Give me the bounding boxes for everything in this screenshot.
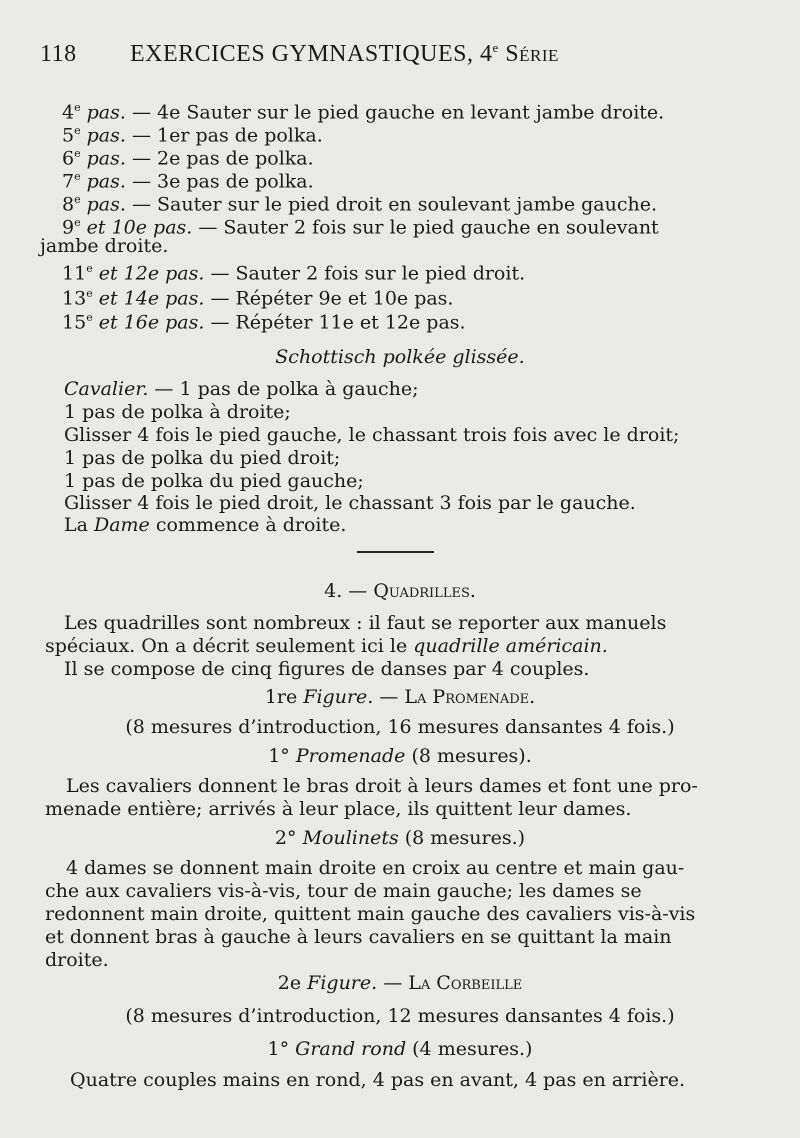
schottisch-line: Glisser 4 fois le pied gauche, le chassant trois fois avec le droit;: [64, 424, 680, 446]
figure-1-measures: (8 mesures d’introduction, 16 mesures dansantes 4 fois.): [125, 716, 675, 738]
series-number: 4: [480, 41, 493, 67]
step-line: 8e pas. — Sauter sur le pied droit en soulevant jambe gauche.: [62, 193, 658, 216]
section-divider: [357, 551, 434, 553]
step-line: 5e pas. — 1er pas de polka.: [62, 124, 323, 147]
series-word: Série: [498, 41, 559, 67]
moulinets-text: droite.: [45, 949, 109, 971]
schottisch-line: 1 pas de polka du pied droit;: [64, 447, 341, 469]
moulinets-text: 4 dames se donnent main droite en croix au centre et main gau-: [66, 857, 685, 879]
promenade-text: Les cavaliers donnent le bras droit à leurs dames et font une pro-: [66, 775, 698, 797]
page-header: [40, 40, 760, 68]
series-sup: e: [492, 40, 499, 55]
quadrilles-intro: Les quadrilles sont nombreux : il faut se reporter aux manuels: [64, 612, 667, 634]
quadrilles-intro: spéciaux. On a décrit seulement ici le quadrille américain.: [45, 635, 608, 657]
moulinets-text: et donnent bras à gauche à leurs cavaliers en se quittant la main: [45, 926, 672, 948]
moulinets-title: 2° Moulinets (8 mesures.): [274, 827, 526, 849]
figure-1-title: 1re Figure. — La Promenade.: [264, 686, 536, 708]
step-line: 4e pas. — 4e Sauter sur le pied gauche en levant jambe droite.: [62, 101, 665, 124]
step-line: 7e pas. — 3e pas de polka.: [62, 170, 314, 193]
schottisch-line: 1 pas de polka à droite;: [64, 401, 291, 423]
step-line: 15e et 16e pas. — Répéter 11e et 12e pas.: [62, 311, 466, 334]
page-number: 118: [40, 41, 77, 67]
grand-rond-title: 1° Grand rond (4 mesures.): [267, 1038, 533, 1060]
section-title-schottisch: Schottisch polkée glissée.: [275, 346, 525, 368]
promenade-text: menade entière; arrivés à leur place, ils quittent leur dames.: [45, 798, 632, 820]
moulinets-text: che aux cavaliers vis-à-vis, tour de main gauche; les dames se: [45, 880, 642, 902]
schottisch-line: Cavalier. — 1 pas de polka à gauche;: [64, 378, 419, 400]
step-line: 11e et 12e pas. — Sauter 2 fois sur le pied droit.: [62, 262, 526, 285]
schottisch-line: La Dame commence à droite.: [64, 514, 347, 536]
figure-2-measures: (8 mesures d’introduction, 12 mesures dansantes 4 fois.): [125, 1005, 675, 1027]
schottisch-line: Glisser 4 fois le pied droit, le chassant 3 fois par le gauche.: [64, 492, 636, 514]
quadrilles-intro: Il se compose de cinq figures de danses par 4 couples.: [64, 658, 590, 680]
step-line: jambe droite.: [40, 235, 169, 257]
schottisch-line: 1 pas de polka du pied gauche;: [64, 470, 364, 492]
running-title: EXERCICES GYMNASTIQUES,: [130, 41, 481, 67]
moulinets-text: redonnent main droite, quittent main gauche des cavaliers vis-à-vis: [45, 903, 696, 925]
step-line: 13e et 14e pas. — Répéter 9e et 10e pas.: [62, 287, 454, 310]
grand-rond-text: Quatre couples mains en rond, 4 pas en avant, 4 pas en arrière.: [70, 1069, 686, 1091]
step-line: 6e pas. — 2e pas de polka.: [62, 147, 314, 170]
figure-2-title: 2e Figure. — La Corbeille: [277, 972, 523, 994]
step-line: 9e et 10e pas. — Sauter 2 fois sur le pied gauche en soulevant: [62, 216, 659, 239]
section-heading-quadrilles: 4. — Quadrilles.: [324, 580, 476, 602]
promenade-title: 1° Promenade (8 mesures).: [268, 745, 532, 767]
